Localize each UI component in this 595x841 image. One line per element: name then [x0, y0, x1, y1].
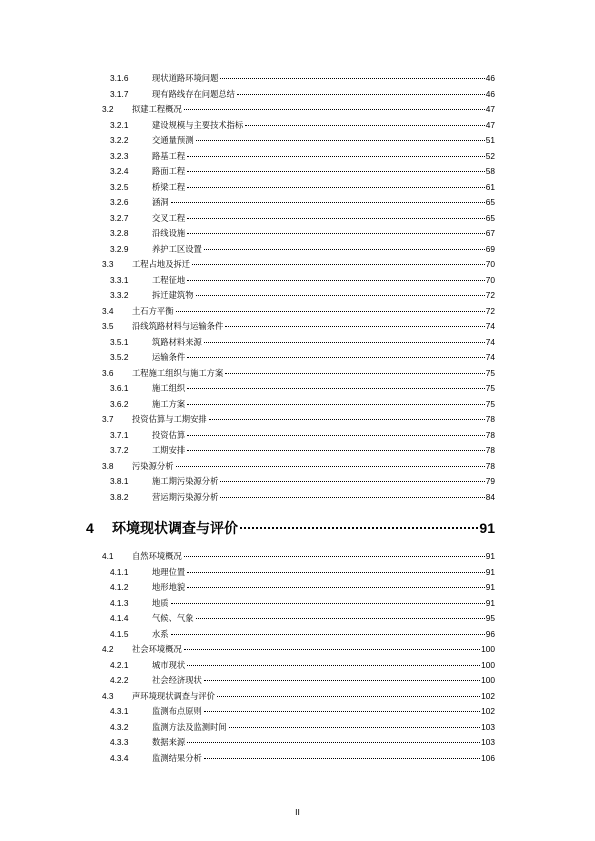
toc-entry[interactable] [102, 642, 495, 658]
toc-entry-title: 沿线筑路材料与运输条件 [132, 321, 224, 331]
toc-entry-page: 51 [485, 135, 495, 145]
dot-leader [187, 435, 485, 436]
toc-entry-page: 74 [485, 352, 495, 362]
dot-leader [184, 649, 480, 650]
toc-entry-number: 4.2.1 [110, 659, 129, 670]
dot-leader [187, 572, 485, 573]
toc-entry-number: 3.2.1 [110, 119, 129, 130]
toc-entry-title: 涵洞 [152, 197, 169, 207]
toc-entry[interactable] [110, 565, 495, 581]
toc-entry-number: 4 [86, 520, 94, 536]
dot-leader [204, 680, 480, 681]
toc-entry-number: 3.4 [102, 305, 114, 316]
toc-entry-title: 社会经济现状 [152, 675, 202, 685]
toc-entry-number: 4.1.4 [110, 613, 129, 623]
toc-entry[interactable] [110, 164, 495, 180]
toc-entry-title: 投资估算 [152, 429, 186, 440]
toc-entry[interactable] [110, 71, 495, 87]
toc-entry-title: 施工方案 [152, 398, 186, 409]
toc-entry-page: 91 [479, 520, 495, 536]
dot-leader [225, 326, 484, 327]
toc-entry[interactable] [102, 459, 495, 475]
toc-entry-page: 75 [485, 367, 495, 378]
toc-entry[interactable] [110, 180, 495, 196]
toc-entry[interactable] [110, 87, 495, 103]
toc-entry-title: 社会环境概况 [132, 644, 182, 654]
toc-entry-title: 气候、气象 [152, 613, 194, 623]
dot-leader [176, 311, 485, 312]
toc-entry-page: 72 [485, 305, 495, 316]
toc-entry-page: 102 [481, 690, 495, 701]
toc-entry-number: 4.1.5 [110, 628, 129, 639]
toc-entry[interactable] [110, 580, 495, 596]
dot-leader [187, 156, 485, 157]
toc-entry-page: 103 [481, 737, 495, 747]
toc-entry-page: 106 [481, 752, 495, 763]
toc-entry[interactable] [110, 428, 495, 444]
toc-entry-title: 监测方法及监测时间 [152, 721, 227, 732]
toc-entry-page: 78 [485, 445, 495, 455]
toc-entry[interactable] [102, 366, 495, 382]
toc-entry-number: 3.6.1 [110, 383, 129, 393]
toc-entry-page: 75 [485, 398, 495, 409]
dot-leader [187, 187, 485, 188]
toc-entry-title: 工程征地 [152, 274, 186, 285]
toc-entry-page: 95 [485, 613, 495, 623]
toc-entry-number: 3.2.3 [110, 150, 129, 161]
toc-entry-page: 52 [485, 150, 495, 161]
toc-entry-title: 工程施工组织与施工方案 [132, 367, 224, 378]
toc-entry-title: 交叉工程 [152, 212, 186, 223]
toc-entry[interactable] [102, 412, 495, 428]
toc-entry-number: 3.5.1 [110, 336, 129, 347]
toc-entry[interactable] [102, 689, 495, 705]
toc-entry-title: 数据来源 [152, 737, 186, 747]
toc-entry-page: 75 [485, 383, 495, 393]
toc-entry-page: 100 [481, 675, 495, 685]
toc-entry-title: 城市现状 [152, 659, 186, 670]
toc-entry-page: 47 [485, 104, 495, 114]
toc-entry[interactable] [110, 490, 495, 506]
toc-entry[interactable] [110, 658, 495, 674]
toc-entry[interactable] [110, 474, 495, 490]
toc-entry-page: 70 [485, 274, 495, 285]
dot-leader [196, 140, 485, 141]
toc-entry[interactable] [110, 720, 495, 736]
toc-entry-page: 74 [485, 321, 495, 331]
toc-entry-number: 4.2 [102, 644, 114, 654]
toc-entry-title: 地质 [152, 597, 169, 608]
toc-entry-number: 4.3 [102, 690, 114, 701]
toc-entry[interactable] [110, 118, 495, 134]
dot-leader [187, 665, 480, 666]
toc-entry-number: 3.3.1 [110, 274, 129, 285]
toc-entry-number: 3.7 [102, 414, 114, 424]
toc-entry-title: 营运期污染源分析 [152, 491, 219, 502]
dot-leader [184, 556, 485, 557]
toc-entry[interactable] [110, 381, 495, 397]
toc-entry-number: 3.8.2 [110, 491, 129, 502]
dot-leader [187, 388, 485, 389]
toc-entry-page: 100 [481, 659, 495, 670]
toc-entry-number: 3.2.9 [110, 243, 129, 254]
toc-entry[interactable] [110, 704, 495, 720]
dot-leader [184, 109, 485, 110]
dot-leader [220, 497, 484, 498]
toc-entry-number: 4.2.2 [110, 675, 129, 685]
toc-entry-number: 3.2.2 [110, 135, 129, 145]
toc-entry-number: 4.3.2 [110, 721, 129, 732]
dot-leader [237, 94, 485, 95]
toc-entry-number: 3.3 [102, 259, 114, 269]
toc-entry-title: 工程占地及拆迁 [132, 259, 191, 269]
toc-entry-title: 拟建工程概况 [132, 104, 182, 114]
toc-entry-title: 污染源分析 [132, 460, 174, 471]
toc-entry[interactable] [102, 304, 495, 320]
toc-entry-number: 4.3.1 [110, 706, 129, 716]
toc-entry[interactable] [110, 149, 495, 165]
toc-entry-page: 61 [485, 181, 495, 192]
toc-entry-page: 46 [485, 73, 495, 83]
toc-entry-number: 3.8 [102, 460, 114, 471]
toc-entry-number: 4.1 [102, 551, 114, 561]
toc-entry[interactable] [110, 611, 495, 627]
toc-entry-title: 养护工区设置 [152, 243, 202, 254]
dot-leader [240, 527, 478, 529]
toc-entry-title: 现状道路环境问题 [152, 73, 219, 83]
dot-leader [187, 587, 485, 588]
toc-entry-number: 4.1.3 [110, 597, 129, 608]
toc-entry-title: 筑路材料来源 [152, 336, 202, 347]
toc-entry-page: 67 [485, 228, 495, 238]
toc-entry-title: 沿线设施 [152, 228, 186, 238]
dot-leader [187, 233, 485, 234]
toc-entry-number: 3.2.4 [110, 166, 129, 176]
toc-entry-page: 103 [481, 721, 495, 732]
toc-entry-page: 47 [485, 119, 495, 130]
toc-entry[interactable] [110, 751, 495, 767]
toc-entry-title: 自然环境概况 [132, 551, 182, 561]
toc-entry-number: 3.2.6 [110, 197, 129, 207]
toc-entry-page: 91 [485, 566, 495, 577]
dot-leader [220, 481, 484, 482]
toc-entry-number: 3.2.7 [110, 212, 129, 223]
dot-leader [217, 696, 480, 697]
dot-leader [196, 618, 485, 619]
dot-leader [171, 634, 485, 635]
toc-entry[interactable] [110, 627, 495, 643]
dot-leader [187, 742, 480, 743]
toc-entry-title: 地理位置 [152, 566, 186, 577]
toc-entry-title: 工期安排 [152, 445, 186, 455]
toc-entry-number: 3.6.2 [110, 398, 129, 409]
dot-leader [187, 357, 485, 358]
toc-entry-title: 地形地貌 [152, 582, 186, 592]
toc-entry[interactable] [110, 443, 495, 459]
toc-entry[interactable] [110, 226, 495, 242]
toc-entry-title: 施工组织 [152, 383, 186, 393]
page-number: II [295, 807, 300, 817]
dot-leader [192, 264, 485, 265]
toc-entry-title: 监测布点原则 [152, 706, 202, 716]
toc-entry-page: 84 [485, 491, 495, 502]
dot-leader [225, 373, 484, 374]
toc-entry-title: 监测结果分析 [152, 752, 202, 763]
toc-entry[interactable] [110, 350, 495, 366]
toc-entry-title: 建设规模与主要技术指标 [152, 119, 244, 130]
toc-entry-page: 79 [485, 476, 495, 486]
toc-entry-page: 78 [485, 429, 495, 440]
toc-entry-page: 96 [485, 628, 495, 639]
toc-entry-title: 声环境现状调查与评价 [132, 690, 215, 701]
toc-entry-title: 路面工程 [152, 166, 186, 176]
toc-entry-number: 3.2 [102, 104, 114, 114]
toc-entry-title: 拆迁建筑物 [152, 290, 194, 300]
toc-entry-title: 交通量预测 [152, 135, 194, 145]
toc-entry-number: 3.2.5 [110, 181, 129, 192]
toc-entry-number: 4.3.3 [110, 737, 129, 747]
toc-entry-title: 现有路线存在问题总结 [152, 88, 235, 99]
toc-entry[interactable] [110, 211, 495, 227]
toc-entry[interactable] [110, 397, 495, 413]
toc-entry-page: 78 [485, 460, 495, 471]
dot-leader [220, 78, 484, 79]
toc-entry[interactable] [102, 549, 495, 565]
dot-leader [187, 404, 485, 405]
dot-leader [245, 125, 484, 126]
toc-entry-number: 3.6 [102, 367, 114, 378]
toc-entry-page: 100 [481, 644, 495, 654]
toc-entry-title: 环境现状调查与评价 [112, 521, 238, 537]
toc-entry-number: 3.3.2 [110, 290, 129, 300]
dot-leader [176, 466, 485, 467]
dot-leader [187, 280, 485, 281]
dot-leader [204, 249, 485, 250]
dot-leader [187, 171, 485, 172]
toc-entry-title: 施工期污染源分析 [152, 476, 219, 486]
toc-entry[interactable] [110, 133, 495, 149]
toc-entry-number: 3.1.6 [110, 73, 129, 83]
toc-entry-page: 46 [485, 88, 495, 99]
toc-entry[interactable] [110, 273, 495, 289]
dot-leader [187, 218, 485, 219]
toc-entry-number: 3.8.1 [110, 476, 129, 486]
toc-entry[interactable] [110, 596, 495, 612]
toc-entry-number: 4.1.2 [110, 582, 129, 592]
toc-entry-number: 3.2.8 [110, 228, 129, 238]
dot-leader [171, 603, 485, 604]
toc-entry-page: 74 [485, 336, 495, 347]
dot-leader [204, 342, 485, 343]
toc-entry-title: 路基工程 [152, 150, 186, 161]
toc-entry[interactable] [102, 257, 495, 273]
toc-entry-page: 69 [485, 243, 495, 254]
toc-entry-title: 投资估算与工期安排 [132, 414, 207, 424]
toc-entry-page: 65 [485, 197, 495, 207]
toc-entry-title: 运输条件 [152, 352, 186, 362]
toc-entry[interactable] [110, 242, 495, 258]
toc-entry-title: 桥梁工程 [152, 181, 186, 192]
toc-entry[interactable] [110, 735, 495, 751]
dot-leader [187, 450, 485, 451]
toc-entry-number: 3.7.2 [110, 445, 129, 455]
toc-entry-page: 72 [485, 290, 495, 300]
toc-entry-title: 土石方平衡 [132, 305, 174, 316]
toc-entry-page: 78 [485, 414, 495, 424]
toc-entry-page: 70 [485, 259, 495, 269]
toc-entry[interactable] [110, 335, 495, 351]
toc-entry-page: 91 [485, 551, 495, 561]
dot-leader [171, 202, 485, 203]
toc-entry-number: 3.7.1 [110, 429, 129, 440]
toc-entry-number: 4.3.4 [110, 752, 129, 763]
toc-entry-page: 91 [485, 597, 495, 608]
toc-entry[interactable] [110, 673, 495, 689]
toc-entry-title: 水系 [152, 628, 169, 639]
dot-leader [209, 419, 485, 420]
dot-leader [229, 727, 480, 728]
toc-entry[interactable] [110, 195, 495, 211]
toc-entry-page: 102 [481, 706, 495, 716]
toc-entry-number: 4.1.1 [110, 566, 129, 577]
dot-leader [204, 711, 480, 712]
toc-entry-number: 3.5 [102, 321, 114, 331]
toc-entry-number: 3.1.7 [110, 88, 129, 99]
toc-entry[interactable] [102, 319, 495, 335]
dot-leader [196, 295, 485, 296]
toc-entry-page: 91 [485, 582, 495, 592]
toc-entry[interactable] [102, 102, 495, 118]
toc-entry[interactable] [110, 288, 495, 304]
toc-entry-page: 65 [485, 212, 495, 223]
toc-entry-page: 58 [485, 166, 495, 176]
dot-leader [204, 758, 480, 759]
toc-entry-number: 3.5.2 [110, 352, 129, 362]
toc-chapter-entry[interactable] [86, 517, 495, 539]
